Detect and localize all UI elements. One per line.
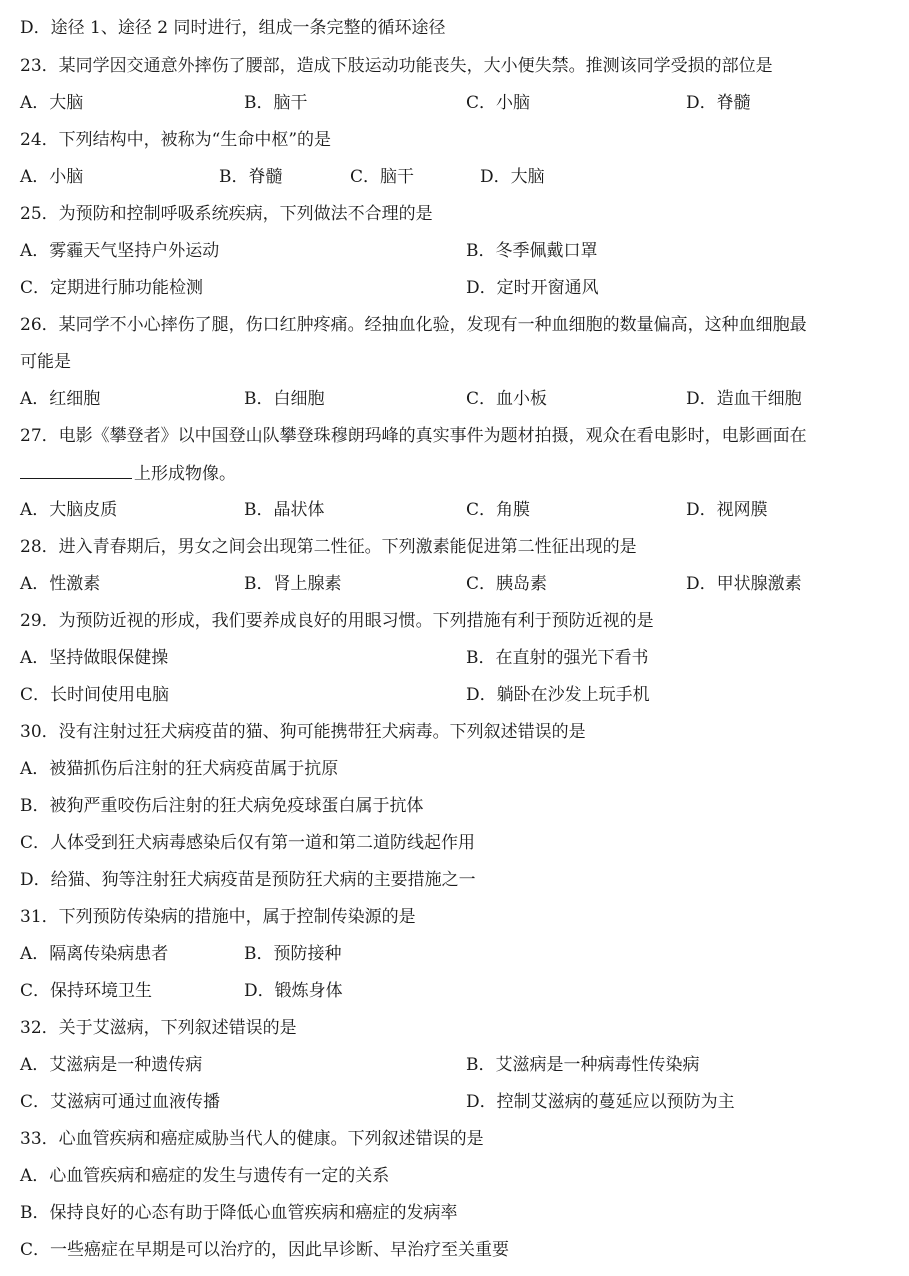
q30-option-b: B．被狗严重咬伤后注射的狂犬病免疫球蛋白属于抗体 xyxy=(20,796,424,816)
q24-option-b: B．脊髓 xyxy=(219,167,283,187)
q27-option-b: B．晶状体 xyxy=(244,500,325,520)
q22-option-d: D．途径 1、途径 2 同时进行，组成一条完整的循环途径 xyxy=(20,18,446,38)
q23-option-a: A．大脑 xyxy=(20,93,84,113)
q26-stem-line-1: 26．某同学不小心摔伤了腿，伤口红肿疼痛。经抽血化验，发现有一种血细胞的数量偏高，这种血细胞最 xyxy=(20,315,807,335)
q32-option-c: C．艾滋病可通过血液传播 xyxy=(20,1092,221,1112)
q27-stem-line-2 xyxy=(20,462,236,485)
q26-option-d: D．造血干细胞 xyxy=(686,389,802,409)
q28-option-d: D．甲状腺激素 xyxy=(686,574,802,594)
q24-option-c: C．脑干 xyxy=(350,167,415,187)
q29-option-b: B．在直射的强光下看书 xyxy=(466,648,649,668)
q33-option-a: A．心血管疾病和癌症的发生与遗传有一定的关系 xyxy=(20,1166,390,1186)
q30-stem: 30．没有注射过狂犬病疫苗的猫、狗可能携带狂犬病毒。下列叙述错误的是 xyxy=(20,722,586,742)
q32-stem: 32．关于艾滋病，下列叙述错误的是 xyxy=(20,1018,297,1038)
q24-stem: 24．下列结构中，被称为“生命中枢”的是 xyxy=(20,130,332,150)
q27-option-c: C．角膜 xyxy=(466,500,531,520)
q30-option-a: A．被猫抓伤后注射的狂犬病疫苗属于抗原 xyxy=(20,759,339,779)
q23-option-d: D．脊髓 xyxy=(686,93,751,113)
q27-option-a: A．大脑皮质 xyxy=(20,500,118,520)
q25-option-d: D．定时开窗通风 xyxy=(466,278,599,298)
q29-option-c: C．长时间使用电脑 xyxy=(20,685,170,705)
q32-option-a: A．艾滋病是一种遗传病 xyxy=(20,1055,203,1075)
q27-stem-line-1: 27．电影《攀登者》以中国登山队攀登珠穆朗玛峰的真实事件为题材拍摄，观众在看电影时，电影画面在 xyxy=(20,426,807,446)
q26-option-c: C．血小板 xyxy=(466,389,548,409)
q29-option-a: A．坚持做眼保健操 xyxy=(20,648,169,668)
q27-stem-line-2-text: 上形成物像。 xyxy=(134,464,236,484)
q25-option-a: A．雾霾天气坚持户外运动 xyxy=(20,241,220,261)
q23-option-b: B．脑干 xyxy=(244,93,308,113)
q25-option-c: C．定期进行肺功能检测 xyxy=(20,278,204,298)
answer-blank xyxy=(20,462,132,479)
q32-option-d: D．控制艾滋病的蔓延应以预防为主 xyxy=(466,1092,735,1112)
q31-option-c: C．保持环境卫生 xyxy=(20,981,153,1001)
q30-option-c: C．人体受到狂犬病毒感染后仅有第一道和第二道防线起作用 xyxy=(20,833,476,853)
q31-stem: 31．下列预防传染病的措施中，属于控制传染源的是 xyxy=(20,907,416,927)
q30-option-d: D．给猫、狗等注射狂犬病疫苗是预防狂犬病的主要措施之一 xyxy=(20,870,476,890)
q33-stem: 33．心血管疾病和癌症威胁当代人的健康。下列叙述错误的是 xyxy=(20,1129,484,1149)
q31-option-a: A．隔离传染病患者 xyxy=(20,944,169,964)
q31-option-b: B．预防接种 xyxy=(244,944,342,964)
q23-option-c: C．小脑 xyxy=(466,93,531,113)
q23-stem: 23．某同学因交通意外摔伤了腰部，造成下肢运动功能丧失，大小便失禁。推测该同学受损的部位是 xyxy=(20,56,773,76)
q32-option-b: B．艾滋病是一种病毒性传染病 xyxy=(466,1055,700,1075)
q27-option-d: D．视网膜 xyxy=(686,500,768,520)
q24-option-a: A．小脑 xyxy=(20,167,84,187)
q33-option-b: B．保持良好的心态有助于降低心血管疾病和癌症的发病率 xyxy=(20,1203,458,1223)
q25-stem: 25．为预防和控制呼吸系统疾病，下列做法不合理的是 xyxy=(20,204,433,224)
q29-option-d: D．躺卧在沙发上玩手机 xyxy=(466,685,650,705)
q31-option-d: D．锻炼身体 xyxy=(244,981,343,1001)
q28-option-c: C．胰岛素 xyxy=(466,574,548,594)
q24-option-d: D．大脑 xyxy=(480,167,545,187)
q25-option-b: B．冬季佩戴口罩 xyxy=(466,241,598,261)
q26-stem-line-2: 可能是 xyxy=(20,352,71,372)
q28-option-b: B．肾上腺素 xyxy=(244,574,342,594)
q33-option-c: C．一些癌症在早期是可以治疗的，因此早诊断、早治疗至关重要 xyxy=(20,1240,510,1260)
q28-stem: 28．进入青春期后，男女之间会出现第二性征。下列激素能促进第二性征出现的是 xyxy=(20,537,637,557)
q28-option-a: A．性激素 xyxy=(20,574,101,594)
q26-option-b: B．白细胞 xyxy=(244,389,325,409)
q26-option-a: A．红细胞 xyxy=(20,389,101,409)
q29-stem: 29．为预防近视的形成，我们要养成良好的用眼习惯。下列措施有利于预防近视的是 xyxy=(20,611,654,631)
